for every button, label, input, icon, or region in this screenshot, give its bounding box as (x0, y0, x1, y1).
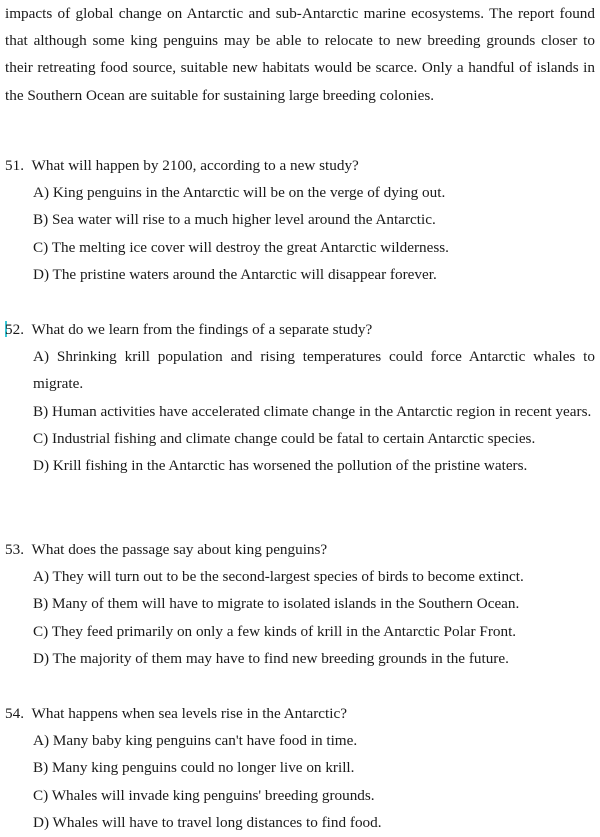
option-a[interactable]: A) King penguins in the Antarctic will be on the verge of dying out. (33, 184, 446, 202)
question-number: 54. (5, 705, 24, 722)
question-stem (5, 316, 595, 343)
option-d[interactable]: D) The pristine waters around the Antarctic will disappear forever. (33, 265, 437, 283)
question-number: 53. (5, 541, 24, 558)
option-a[interactable]: A) Shrinking krill population and rising temperatures could force Antarctic whales to migrate. (33, 348, 595, 393)
question-number: 51. (5, 157, 24, 174)
option-b[interactable]: B) Many king penguins could no longer live on krill. (33, 759, 355, 777)
question-52 (5, 316, 595, 479)
option-list (5, 563, 595, 672)
question-stem (5, 152, 595, 179)
question-stem (5, 536, 595, 563)
question-stem (5, 700, 595, 727)
question-number: 52. (5, 321, 24, 338)
option-list (5, 727, 595, 836)
option-b[interactable]: B) Human activities have accelerated climate change in the Antarctic region in recent years. (33, 402, 592, 420)
option-list (5, 179, 595, 288)
question-text: What does the passage say about king penguins? (31, 541, 328, 558)
option-c[interactable]: C) Industrial fishing and climate change could be fatal to certain Antarctic species. (33, 429, 536, 447)
passage-paragraph: impacts of global change on Antarctic and sub-Antarctic marine ecosystems. The report found that although some king penguins may be able to relocate to new breeding grounds closer to their retreating food source, suitable new habitats would be scarce. Only a handful of islands in the Southern Ocean are suitable for sustaining large breeding colonies. (5, 5, 595, 104)
question-text: What do we learn from the findings of a separate study? (31, 321, 373, 338)
question-54 (5, 700, 595, 836)
option-b[interactable]: B) Many of them will have to migrate to isolated islands in the Southern Ocean. (33, 595, 520, 613)
question-text: What will happen by 2100, according to a new study? (31, 157, 359, 174)
question-51 (5, 152, 595, 288)
option-b[interactable]: B) Sea water will rise to a much higher level around the Antarctic. (33, 211, 436, 229)
question-53 (5, 536, 595, 672)
option-c[interactable]: C) They feed primarily on only a few kinds of krill in the Antarctic Polar Front. (33, 622, 517, 640)
option-d[interactable]: D) Whales will have to travel long distances to find food. (33, 813, 382, 831)
option-c[interactable]: C) The melting ice cover will destroy the great Antarctic wilderness. (33, 238, 449, 256)
option-list (5, 343, 595, 479)
question-text: What happens when sea levels rise in the Antarctic? (31, 705, 347, 722)
option-d[interactable]: D) Krill fishing in the Antarctic has worsened the pollution of the pristine waters. (33, 457, 528, 474)
option-c[interactable]: C) Whales will invade king penguins' breeding grounds. (33, 786, 375, 804)
option-a[interactable]: A) Many baby king penguins can't have food in time. (33, 732, 358, 750)
option-d[interactable]: D) The majority of them may have to find new breeding grounds in the future. (33, 649, 509, 667)
option-a[interactable]: A) They will turn out to be the second-largest species of birds to become extinct. (33, 568, 524, 586)
